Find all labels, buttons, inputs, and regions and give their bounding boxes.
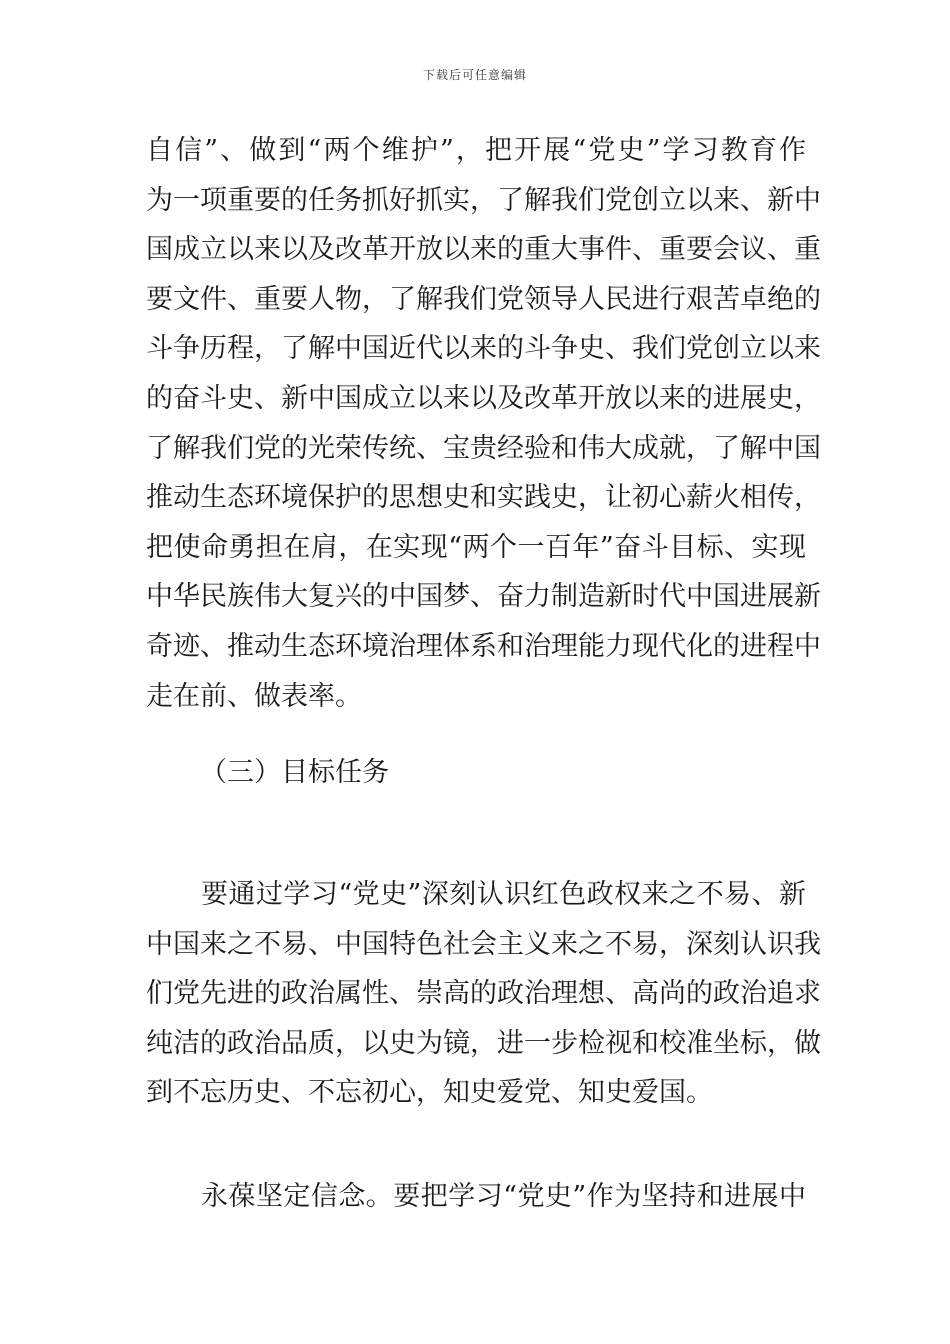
body-paragraph-2 (146, 870, 821, 1118)
download-note: 下载后可任意编辑 (422, 68, 527, 82)
body-paragraph-1 (146, 126, 821, 721)
text-line: 斗争历程，了解中国近代以来的斗争史、我们党创立以来 (146, 333, 821, 365)
text-line: 了解我们党的光荣传统、宝贵经验和伟大成就，了解中国 (146, 432, 821, 464)
text-line: 中华民族伟大复兴的中国梦、奋力制造新时代中国进展新 (146, 581, 821, 613)
text-line: 为一项重要的任务抓好抓实，了解我们党创立以来、新中 (146, 184, 821, 216)
text-line: 纯洁的政治品质，以史为镜，进一步检视和校准坐标，做 (146, 1027, 821, 1059)
text-line: 们党先进的政治属性、崇高的政治理想、高尚的政治追求 (146, 978, 821, 1010)
text-line: 到不忘历史、不忘初心，知史爱党、知史爱国。 (146, 1077, 713, 1109)
text-line: 永葆坚定信念。要把学习“党史”作为坚持和进展中 (146, 1181, 806, 1212)
text-line: 奇迹、推动生态环境治理体系和治理能力现代化的进程中 (146, 630, 821, 662)
text-line: 要文件、重要人物，了解我们党领导人民进行艰苦卓绝的 (146, 283, 821, 315)
text-line: 国成立以来以及改革开放以来的重大事件、重要会议、重 (146, 234, 821, 266)
body-paragraph-3 (146, 1172, 806, 1222)
text-line: 推动生态环境保护的思想史和实践史，让初心薪火相传， (146, 482, 821, 514)
text-line: 要通过学习“党史”深刻认识红色政权来之不易、新 (146, 879, 806, 910)
text-line: 走在前、做表率。 (146, 680, 362, 712)
section-heading: （三）目标任务 (200, 757, 389, 788)
text-line: 把使命勇担在肩，在实现“两个一百年”奋斗目标、实现 (146, 531, 806, 563)
text-line: 自信”、做到“两个维护”，把开展“党史”学习教育作 (146, 135, 806, 166)
text-line: 的奋斗史、新中国成立以来以及改革开放以来的进展史， (146, 382, 821, 414)
text-line: 中国来之不易、中国特色社会主义来之不易，深刻认识我 (146, 928, 821, 960)
section-heading-block (146, 748, 806, 798)
